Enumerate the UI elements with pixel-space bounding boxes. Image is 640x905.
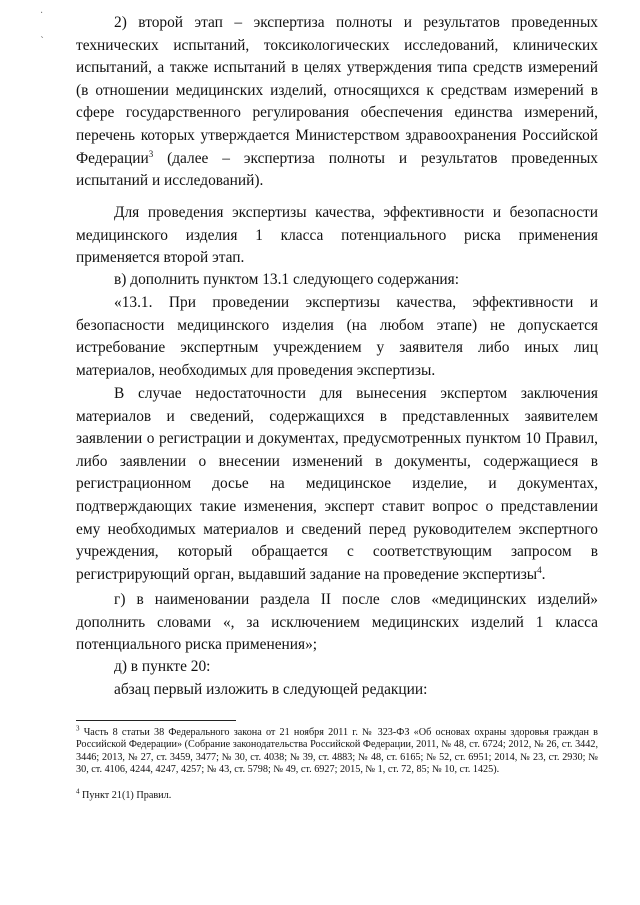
- footnote-4-text: Пункт 21(1) Правил.: [79, 790, 172, 801]
- paragraph-text-tail: .: [541, 565, 546, 583]
- paragraph-point-20: д) в пункте 20:: [114, 658, 211, 675]
- footnote-ref-3: 3: [148, 148, 154, 159]
- footnote-3-text: Часть 8 статьи 38 Федерального закона от 21 ноября 2011 г. № 323-ФЗ «Об основах охраны здоровья граждан в Российской Федерации» (Собрание законодательства Российской Федерации, 2011, № 48, ст. 6724; 2012, № 26, ст. 3442, 3446; 2013, № 27, ст. 3459, 3477; № 30, ст. 4038; № 39, ст. 4883; № 48, ст. 6165; № 52, ст. 6951; 2014, № 23, ст. 2930; № 30, ст. 4106, 4244, 4247, 4257; № 43, ст. 5798; № 49, ст. 6927; 2015, № 1, ст. 72, 85; № 10, ст. 1425).: [76, 727, 598, 776]
- footnote-4-mark: 4: [76, 787, 80, 796]
- paragraph-first-abzac: абзац первый изложить в следующей редакции:: [114, 681, 428, 698]
- paragraph-section-ii-title: г) в наименовании раздела II после слов «медицинских изделий» дополнить словами «, за исключением медицинских изделий 1 класса потенциального риска применения»;: [76, 591, 598, 654]
- footnote-4: [76, 787, 598, 802]
- paragraph-text: В случае недостаточности для вынесения экспертом заключения материалов и сведений, содержащихся в представленных заявителем заявлении о регистрации и документах, предусмотренных пунктом 10 Правил, либо заявлении о внесении изменений в документы, содержащиеся в регистрационном досье на медицинское изделие, и документах, подтверждающих такие изменения, эксперт ставит вопрос о представлении ему необходимых материалов и сведений перед руководителем экспертного учреждения, который обращается с соответствующим запросом в регистрирующий орган, выдавший задание на проведение экспертизы: [76, 385, 598, 583]
- scan-speck-mark: ˋ: [40, 36, 45, 47]
- paragraph-second-stage: [76, 12, 598, 193]
- paragraph-add-point-13-1: в) дополнить пунктом 13.1 следующего содержания:: [114, 271, 460, 288]
- paragraph-text-tail: (далее – экспертиза полноты и результатов проведенных испытаний и исследований).: [76, 149, 598, 190]
- footnote-ref-4: 4: [537, 564, 542, 575]
- footnote-3: [76, 724, 598, 777]
- footnote-divider: [76, 720, 236, 721]
- paragraph-text: 2) второй этап – экспертиза полноты и результатов проведенных технических испытаний, токсикологических исследований, клинических испытаний, а также испытаний в целях утверждения типа средств измерений (в отношении медицинских изделий, относящихся к средствам измерений в сфере государственного регулирования обеспечения единства измерений, перечень которых утверждается Министерством здравоохранения Российской Федерации: [76, 14, 598, 167]
- footnote-3-mark: 3: [76, 724, 80, 733]
- paragraph-insufficiency: [76, 383, 598, 586]
- paragraph-class1-second-stage: Для проведения экспертизы качества, эффективности и безопасности медицинского изделия 1 класса потенциального риска применения применяется второй этап.: [76, 204, 598, 267]
- scan-speck-mark: ·: [40, 8, 44, 19]
- paragraph-point-13-1: «13.1. При проведении экспертизы качества, эффективности и безопасности медицинского изделия (на любом этапе) не допускается истребование экспертным учреждением у заявителя либо иных лиц материалов, необходимых для проведения экспертизы.: [76, 294, 598, 379]
